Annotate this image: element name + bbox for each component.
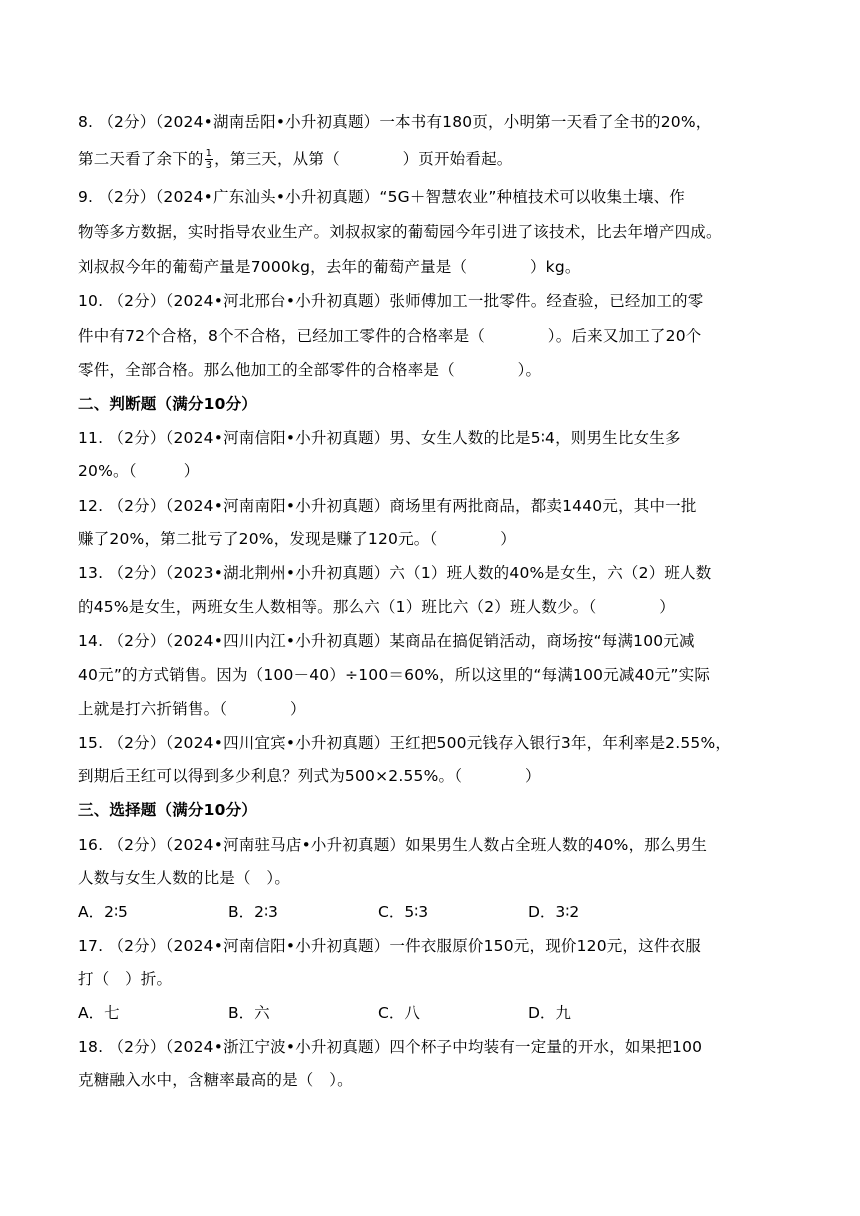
q13-line-2: 的45%是女生，两班女生人数相等。那么六（1）班比六（2）班人数少。（ ） bbox=[78, 598, 675, 616]
q13-line-1: 13. （2分）（2023•湖北荆州•小升初真题）六（1）班人数的40%是女生，六（2）班人数 bbox=[78, 564, 712, 582]
q16-option-b: B．2∶3 bbox=[228, 903, 278, 921]
q15-line-1: 15. （2分）（2024•四川宜宾•小升初真题）王红把500元钱存入银行3年，年利率是2.55%， bbox=[78, 734, 732, 752]
q17-option-c: C．八 bbox=[378, 1004, 420, 1022]
q9-line-3: 刘叔叔今年的葡萄产量是7000kg，去年的葡萄产量是（ ）kg。 bbox=[78, 258, 581, 276]
q17-option-b: B．六 bbox=[228, 1004, 270, 1022]
q18-line-2: 克糖融入水中，含糖率最高的是（ ）。 bbox=[78, 1071, 353, 1089]
section-heading-multiple-choice: 三、选择题（满分10分） bbox=[78, 801, 257, 819]
q8-line-1: 8. （2分）（2024•湖南岳阳•小升初真题）一本书有180页，小明第一天看了全书的20%， bbox=[78, 113, 712, 131]
q11-line-2: 20%。（ ） bbox=[78, 462, 200, 480]
q11-line-1: 11. （2分）（2024•河南信阳•小升初真题）男、女生人数的比是5∶4，则男生比女生多 bbox=[78, 429, 681, 447]
q9-line-2: 物等多方数据，实时指导农业生产。刘叔叔家的葡萄园今年引进了该技术，比去年增产四成。 bbox=[78, 223, 722, 241]
q12-line-1: 12. （2分）（2024•河南南阳•小升初真题）商场里有两批商品，都卖1440元，其中一批 bbox=[78, 497, 697, 515]
q14-line-1: 14. （2分）（2024•四川内江•小升初真题）某商品在搞促销活动，商场按“每满100元减 bbox=[78, 632, 695, 650]
q8-line-2-end: ，第三天，从第（ ）页开始看起。 bbox=[214, 150, 513, 168]
q17-option-a: A．七 bbox=[78, 1004, 120, 1022]
q10-line-3: 零件，全部合格。那么他加工的全部零件的合格率是（ ）。 bbox=[78, 361, 542, 379]
q9-line-1: 9. （2分）（2024•广东汕头•小升初真题）“5G＋智慧农业”种植技术可以收集土壤、作 bbox=[78, 188, 685, 206]
fraction-denominator: 3 bbox=[205, 160, 213, 171]
q16-option-c: C．5∶3 bbox=[378, 903, 429, 921]
q16-option-d: D．3∶2 bbox=[528, 903, 580, 921]
q12-line-2: 赚了20%，第二批亏了20%，发现是赚了120元。（ ） bbox=[78, 530, 516, 548]
q17-line-2: 打（ ）折。 bbox=[78, 970, 173, 988]
fraction-numerator: 1 bbox=[205, 148, 213, 159]
q17-option-d: D．九 bbox=[528, 1004, 571, 1022]
q18-line-1: 18. （2分）（2024•浙江宁波•小升初真题）四个杯子中均装有一定量的开水，如果把100 bbox=[78, 1038, 703, 1056]
fraction-one-third bbox=[205, 148, 214, 171]
q16-line-2: 人数与女生人数的比是（ ）。 bbox=[78, 869, 291, 887]
q10-line-1: 10. （2分）（2024•河北邢台•小升初真题）张师傅加工一批零件。经查验，已经加工的零 bbox=[78, 292, 704, 310]
q14-line-2: 40元”的方式销售。因为（100－40）÷100＝60%，所以这里的“每满100元减40元”实际 bbox=[78, 666, 711, 684]
q16-option-a: A．2∶5 bbox=[78, 903, 128, 921]
q15-line-2: 到期后王红可以得到多少利息？列式为500×2.55%。（ ） bbox=[78, 767, 541, 785]
section-heading-true-false: 二、判断题（满分10分） bbox=[78, 395, 257, 413]
q17-line-1: 17. （2分）（2024•河南信阳•小升初真题）一件衣服原价150元，现价120元，这件衣服 bbox=[78, 937, 701, 955]
q10-line-2: 件中有72个合格，8个不合格，已经加工零件的合格率是（ ）。后来又加工了20个 bbox=[78, 327, 702, 345]
q8-line-2-start: 第二天看了余下的 bbox=[78, 150, 204, 168]
q16-line-1: 16. （2分）（2024•河南驻马店•小升初真题）如果男生人数占全班人数的40%，那么男生 bbox=[78, 836, 708, 854]
q14-line-3: 上就是打六折销售。（ ） bbox=[78, 700, 306, 718]
q8-line-2 bbox=[78, 148, 788, 171]
